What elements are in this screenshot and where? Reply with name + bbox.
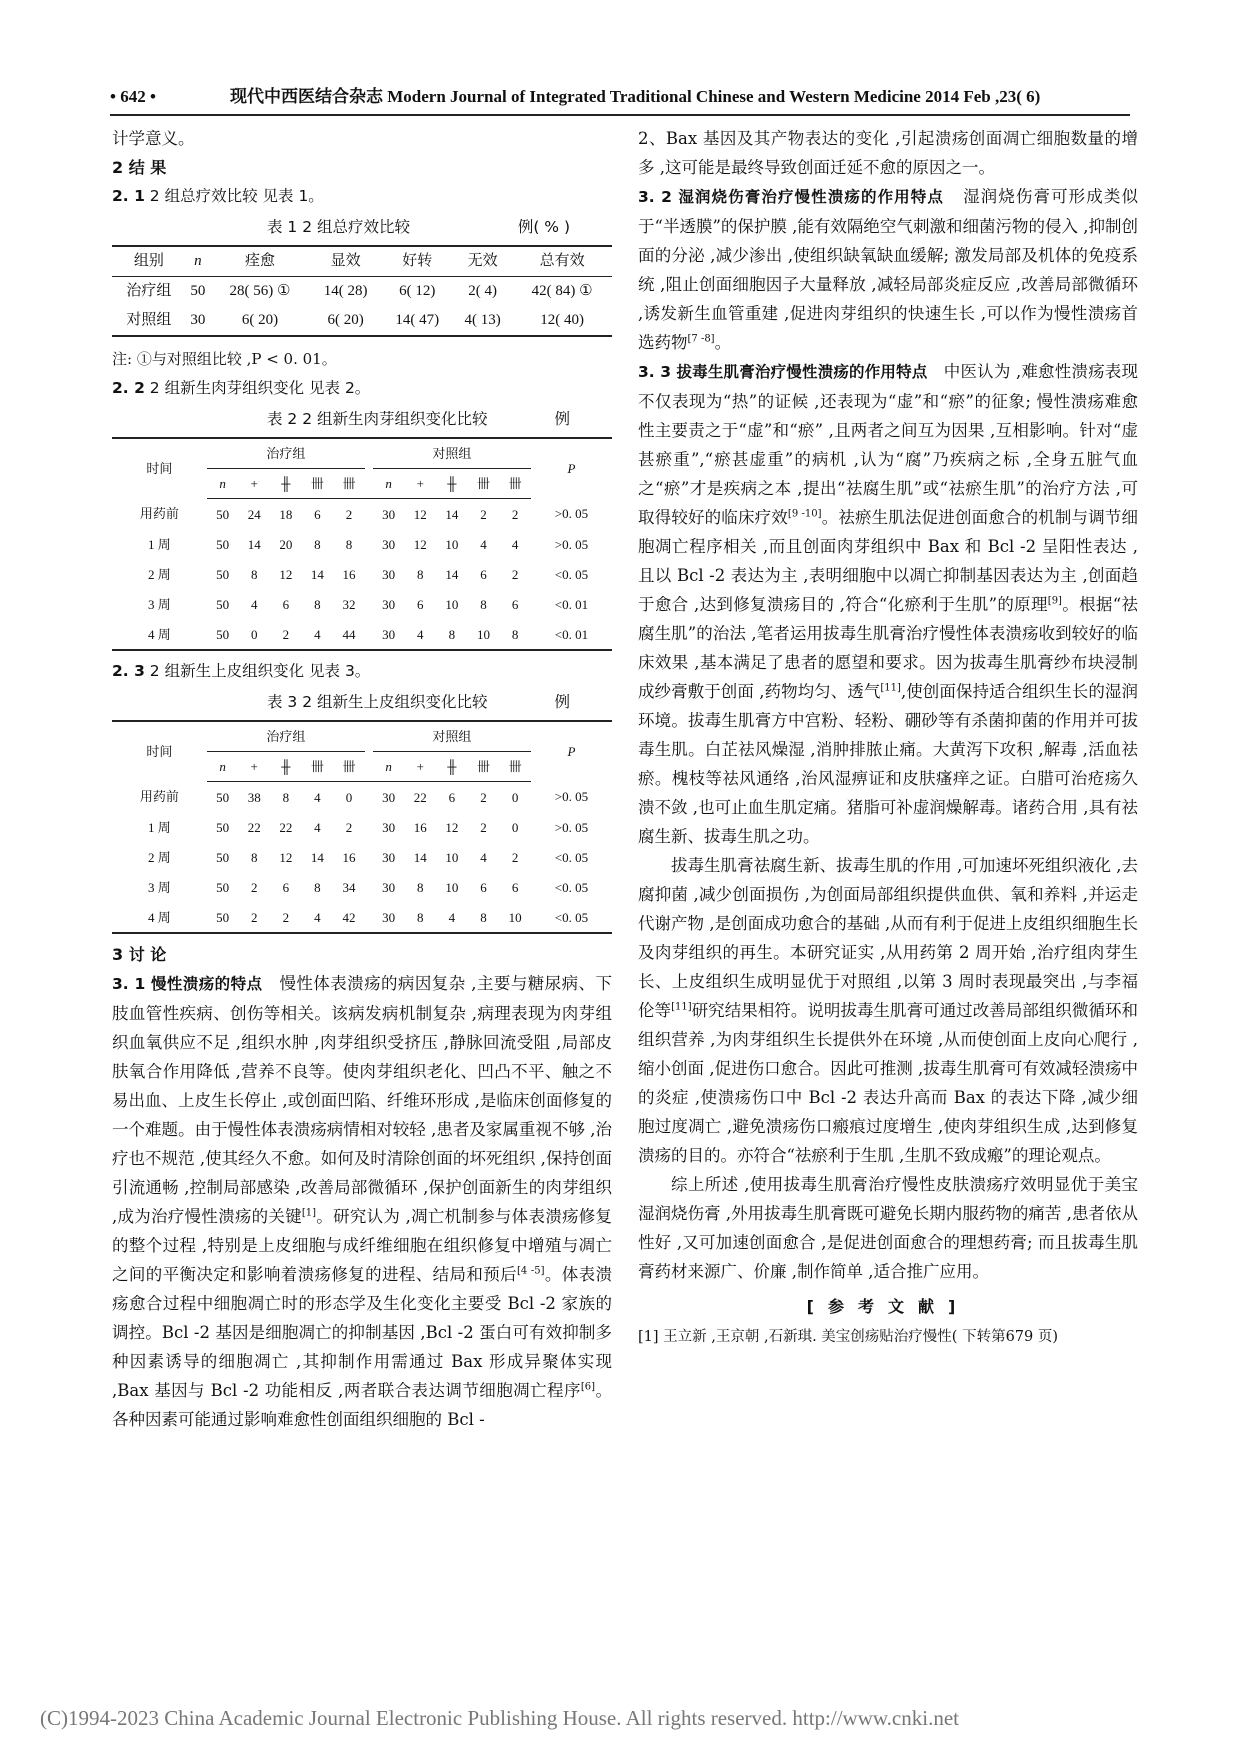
column-spacer (365, 752, 373, 782)
section-3-3-paragraph (638, 357, 1138, 851)
grade-column-header: 卌 (499, 752, 531, 782)
table-cell: 12 (413, 536, 427, 552)
treatment-group-header: 治疗组 (207, 438, 365, 469)
table-cell: 6 (511, 879, 519, 895)
table-row (112, 559, 612, 589)
table-cell: 用药前 (139, 506, 179, 522)
column-spacer (365, 842, 373, 872)
section-title: 拔毒生肌膏治疗慢性溃疡的作用特点 (676, 363, 928, 381)
table-cell: 30 (382, 596, 396, 612)
table-cell: 50 (216, 566, 230, 582)
table-cell: 32 (342, 596, 356, 612)
time-header: 时间 (112, 721, 207, 782)
table-cell: 24 (247, 506, 261, 522)
table-cell: 0 (511, 789, 519, 805)
table-cell: 50 (216, 789, 230, 805)
table3-title: 表 3 2 组新生上皮组织变化比较 (267, 693, 488, 711)
table-cell: 对照组 (112, 306, 186, 336)
table-cell: 50 (216, 506, 230, 522)
grade-column-header: + (238, 469, 270, 499)
table-cell: 30 (382, 849, 396, 865)
column-spacer (365, 782, 373, 813)
citation: [11] (880, 682, 901, 694)
table-cell: 22 (279, 819, 293, 835)
table-cell: 16 (342, 566, 356, 582)
section-number: 2. 3 (112, 662, 145, 680)
grade-column-header: + (404, 752, 436, 782)
table-cell: 0 (238, 619, 270, 650)
table-cell: 6 (448, 789, 456, 805)
citation: [9] (1047, 595, 1062, 607)
section-number: 2. 1 (112, 187, 145, 205)
table1-column-header: 总有效 (512, 246, 612, 277)
grade-column-header: 卌 (468, 752, 500, 782)
table-cell: 30 (382, 789, 396, 805)
table-cell: 50 (207, 902, 239, 933)
table-cell: 30 (382, 506, 396, 522)
copyright-footer: (C)1994-2023 China Academic Journal Electronic Publishing House. All rights reserved. http://www.cnki.net (40, 1706, 959, 1730)
paragraph-text: 。根据“祛腐生肌”的治法 ,笔者运用拔毒生肌膏治疗慢性体表溃疡收到较好的临床效果 ,基本满足了患者的愿望和要求。因为拔毒生肌膏纱布块浸制成纱膏敷于创面 ,药物均匀、透气 (638, 595, 1138, 701)
table-cell: 4( 13) (453, 306, 512, 336)
table-cell: 12 (445, 819, 459, 835)
section-title: 慢性溃疡的特点 (150, 975, 263, 993)
table1-column-header: n (186, 246, 211, 277)
table-row (112, 529, 612, 559)
table-cell: 50 (216, 536, 230, 552)
table-cell: 2 周 (148, 849, 171, 865)
table-cell: <0. 01 (531, 619, 612, 650)
table-cell: 用药前 (139, 789, 179, 805)
grade-column-header: ╫ (270, 752, 302, 782)
section-3-2-paragraph (638, 182, 1138, 357)
running-header (110, 82, 1130, 107)
table3-unit: 例 (554, 693, 570, 711)
control-group-header: 对照组 (373, 721, 531, 752)
paragraph-text: 湿润烧伤膏可形成类似于“半透膜”的保护膜 ,能有效隔绝空气刺激和细菌污物的侵入 ,抑制创面的分泌 ,减少渗出 ,使组织缺氧缺血缓解; 激发局部及机体的免疫系统 ,阻止创面细胞因子大量释放 ,减轻局部炎症反应 ,改善局部微循环 ,诱发新生血管重建 ,促进肉芽组织的快速生长 ,可以作为慢性溃疡首选药物 (638, 187, 1139, 352)
table-cell: 12 (413, 506, 427, 522)
table1-unit: 例( % ) (517, 218, 570, 236)
table-cell: 28( 56) ① (229, 283, 291, 299)
intro-line: 计学意义。 (112, 129, 195, 148)
table-cell: 6( 20) (310, 306, 382, 336)
table-cell: 8 (480, 596, 487, 612)
table-cell: 30 (382, 536, 396, 552)
continued-paragraph: 2、Bax 基因及其产物表达的变化 ,引起溃疡创面凋亡细胞数量的增多 ,这可能是最终导致创面迁延不愈的原因之一。 (638, 129, 1138, 177)
table-cell: 4 (302, 902, 334, 933)
table-cell: <0. 05 (554, 849, 589, 865)
section-number: 3. 3 (638, 363, 672, 381)
table-cell: 10 (445, 536, 459, 552)
section-results-heading: 2 结 果 (112, 158, 167, 177)
table-cell: 治疗组 (126, 283, 172, 299)
table-cell: 14 (445, 506, 459, 522)
table-cell: 14 (310, 566, 324, 582)
column-spacer (365, 872, 373, 902)
table-cell: >0. 05 (554, 506, 589, 522)
table3 (112, 720, 612, 934)
journal-title: 现代中西医结合杂志 Modern Journal of Integrated Traditional Chinese and Western Medicine 2014 Feb ,23( 6) (230, 87, 1041, 106)
column-spacer (365, 619, 373, 650)
table-cell: 2 (511, 506, 519, 522)
table-cell: 2 (270, 619, 302, 650)
table-cell: 0 (345, 789, 353, 805)
table-cell: 50 (190, 283, 206, 299)
section-title: 湿润烧伤膏治疗慢性溃疡的作用特点 (678, 188, 944, 206)
table-cell: 12 (279, 566, 293, 582)
grade-column-header: + (238, 752, 270, 782)
table-cell: 50 (216, 819, 230, 835)
table-cell: >0. 05 (554, 789, 589, 805)
table-cell: 34 (342, 879, 356, 895)
table-cell: 4 (314, 819, 321, 835)
grade-column-header: ╫ (436, 469, 468, 499)
table1-column-header: 好转 (381, 246, 453, 277)
table-cell: 2( 4) (468, 283, 497, 299)
column-spacer (365, 812, 373, 842)
table-cell: 8 (314, 596, 321, 612)
table-cell: 2 (345, 819, 353, 835)
table-cell: 1 周 (148, 819, 171, 835)
table-cell: 20 (279, 536, 293, 552)
table-cell: 4 (250, 596, 258, 612)
table-cell: 4 (314, 789, 321, 805)
table-row (112, 902, 612, 933)
table-cell: 30 (186, 306, 211, 336)
table-cell: 42 (333, 902, 365, 933)
table-cell: 6( 12) (399, 283, 436, 299)
table-cell: 4 (511, 536, 519, 552)
table-cell: 14( 28) (323, 283, 368, 299)
paragraph-text: 研究结果相符。说明拔毒生肌膏可通过改善局部组织微循环和组织营养 ,为肉芽组织生长提供外在环境 ,从而使创面上皮向心爬行 ,缩小创面 ,促进伤口愈合。因此可推测 ,拔毒生肌膏可有效减轻溃疡中的炎症 ,使溃疡伤口中 Bcl -2 表达升高而 Bax 的表达下降 ,减少细胞过度凋亡 ,避免溃疡伤口瘢痕过度增生 ,使肉芽组织生成 ,达到修复溃疡的目的。亦符合“祛瘀利于生肌 ,生肌不致成瘢”的理论观点。 (638, 1001, 1139, 1165)
table-row (112, 277, 612, 307)
table-cell: 8 (314, 879, 321, 895)
table2-unit: 例 (554, 410, 570, 428)
table-row (112, 306, 612, 336)
right-column (638, 124, 1138, 1352)
table-cell: 50 (216, 596, 230, 612)
table-cell: 6 (282, 596, 290, 612)
table-cell: >0. 05 (554, 819, 589, 835)
table-cell: 8 (282, 789, 290, 805)
conclusion-paragraph: 综上所述 ,使用拔毒生肌膏治疗慢性皮肤溃疡疗效明显优于美宝湿润烧伤膏 ,外用拔毒生肌膏既可避免长期内服药物的痛苦 ,患者依从性好 ,又可加速创面愈合 ,是促进创面愈合的理想药膏; 而且拔毒生肌膏药材来源广、价廉 ,制作简单 ,适合推广应用。 (638, 1175, 1138, 1281)
grade-column-header: 卌 (468, 469, 500, 499)
table-cell: 18 (279, 506, 293, 522)
citation: [6] (580, 1381, 596, 1393)
citation: [1] (301, 1207, 317, 1219)
section-2-2-heading (112, 374, 612, 403)
table-cell: 4 (404, 619, 436, 650)
table-cell: 8 (499, 619, 531, 650)
grade-column-header: 卌 (333, 469, 365, 499)
table-cell: 16 (342, 849, 356, 865)
table-cell: 16 (413, 819, 427, 835)
paragraph-text: 。各种因素可能通过影响难愈性创面组织细胞的 Bcl - (112, 1381, 612, 1429)
table-cell: 50 (207, 619, 239, 650)
table-cell: 22 (413, 789, 427, 805)
table-cell: 8 (417, 879, 424, 895)
table-cell: 6 (480, 566, 487, 582)
table-cell: >0. 05 (554, 536, 589, 552)
table-cell: 14 (413, 849, 427, 865)
table-cell: 2 周 (148, 566, 171, 582)
discussion-paragraph-2 (638, 851, 1138, 1170)
table-row (112, 782, 612, 813)
table-cell: 8 (345, 536, 353, 552)
table-cell: <0. 01 (554, 596, 589, 612)
table-cell: 2 (480, 506, 487, 522)
table1-column-header: 痊愈 (210, 246, 310, 277)
table-cell: 10 (499, 902, 531, 933)
table3-caption (112, 688, 612, 716)
table-cell: 8 (468, 902, 500, 933)
section-number: 2. 2 (112, 379, 145, 397)
table-cell: 14 (310, 849, 324, 865)
section-number: 3. 1 (112, 975, 146, 993)
table-cell: 30 (373, 902, 405, 933)
table-cell: 2 (511, 849, 519, 865)
grade-column-header: 卌 (302, 469, 334, 499)
paragraph-text: 慢性体表溃疡的病因复杂 ,主要与糖尿病、下肢血管性疾病、创伤等相关。该病发病机制复杂 ,病理表现为肉芽组织血氧供应不足 ,组织水肿 ,肉芽组织受挤压 ,静脉回流受阻 ,局部皮肤氧合作用降低 ,营养不良等。使肉芽组织老化、凹凸不平、触之不易出血、上皮生长停止 ,或创面凹陷、纤维环形成 ,是临床创面修复的一个难题。由于慢性体表溃疡病情相对较轻 ,患者及家属重视不够 ,治疗也不规范 ,使其经久不愈。如何及时清除创面的坏死组织 ,保持创面引流通畅 ,控制局部感染 ,改善局部微循环 ,保护创面新生的肉芽组织 ,成为治疗慢性溃疡的关键 (112, 974, 612, 1226)
table-cell: 10 (445, 596, 459, 612)
paragraph-text: 。研究认为 ,凋亡机制参与体表溃疡修复的整个过程 ,特别是上皮细胞与成纤维细胞在组织修复中增殖与凋亡之间的平衡决定和影响着溃疡修复的进程、结局和预后 (112, 1207, 612, 1284)
page-number: • 642 • (110, 87, 156, 106)
citation: [7 -8] (687, 333, 715, 345)
table2 (112, 437, 612, 651)
reference-item: [1] 王立新 ,王京朝 ,石新琪. 美宝创疡贴治疗慢性( 下转第679 页) (638, 1329, 1059, 1345)
paragraph-text: 。 (714, 333, 732, 352)
time-header: 时间 (112, 438, 207, 499)
table-cell: 2 (250, 879, 258, 895)
section-number: 3. 2 (638, 188, 672, 206)
table-cell: 4 周 (112, 902, 207, 933)
table-cell: 1 周 (148, 536, 171, 552)
section-2-3-heading (112, 657, 612, 686)
table1-column-header: 组别 (112, 246, 186, 277)
grade-column-header: 卌 (333, 752, 365, 782)
table-cell: 6( 20) (210, 306, 310, 336)
table-cell: 8 (436, 619, 468, 650)
table-cell: 38 (247, 789, 261, 805)
left-column (112, 124, 612, 1434)
table1-column-header: 无效 (453, 246, 512, 277)
table2-caption (112, 405, 612, 433)
paragraph-text: 。体表溃疡愈合过程中细胞凋亡时的形态学及生化变化主要受 Bcl -2 家族的调控。Bcl -2 基因是细胞凋亡的抑制基因 ,Bcl -2 蛋白可有效抑制多种因素诱导的细胞凋亡 ,其抑制作用需通过 Bax 形成异聚体实现 ,Bax 基因与 Bcl -2 功能相反 ,两者联合表达调节细胞凋亡程序 (112, 1265, 613, 1400)
table-cell: 22 (247, 819, 261, 835)
table-cell: 30 (373, 619, 405, 650)
grade-column-header: n (373, 469, 405, 499)
table-cell: 30 (382, 819, 396, 835)
table-cell: 6 (417, 596, 424, 612)
section-3-1-paragraph (112, 969, 612, 1434)
table-cell: 4 (436, 902, 468, 933)
table-cell: 12( 40) (512, 306, 612, 336)
table-cell: 6 (314, 506, 321, 522)
table-cell: 44 (333, 619, 365, 650)
table-cell: <0. 05 (554, 879, 589, 895)
column-spacer (365, 469, 373, 499)
table-cell: 4 (480, 536, 487, 552)
section-text: 2 组新生上皮组织变化 见表 3。 (149, 662, 371, 680)
grade-column-header: 卌 (302, 752, 334, 782)
table-cell: 8 (250, 849, 258, 865)
table-cell: 3 周 (148, 596, 171, 612)
table-row (112, 842, 612, 872)
table1-caption (112, 213, 612, 241)
grade-column-header: n (207, 752, 239, 782)
table-cell: 8 (314, 536, 321, 552)
grade-column-header: ╫ (436, 752, 468, 782)
table-cell: 4 (302, 619, 334, 650)
grade-column-header: n (207, 469, 239, 499)
table-row (112, 872, 612, 902)
column-spacer (365, 499, 373, 530)
table-cell: 30 (382, 566, 396, 582)
table-cell: 14 (445, 566, 459, 582)
paragraph-text: 中医认为 ,难愈性溃疡表现不仅表现为“热”的证候 ,还表现为“虚”和“瘀”的征象; 慢性溃疡难愈性主要责之于“虚”和“瘀” ,且两者之间互为因果 ,互相影响。针对“虚甚瘀重”,“瘀甚虚重”的病机 ,认为“腐”乃疾病之标 ,全身五脏气血之“瘀”才是疾病之本 ,提出“祛腐生肌”或“祛瘀生肌”的治疗方法 ,可取得较好的临床疗效 (638, 362, 1138, 527)
column-spacer (365, 589, 373, 619)
grade-column-header: n (373, 752, 405, 782)
table-cell: 30 (382, 879, 396, 895)
table-cell: 2 (480, 819, 487, 835)
table1 (112, 245, 612, 337)
table-cell: 50 (216, 849, 230, 865)
table-cell: 42( 84) ① (531, 283, 593, 299)
section-2-1-heading (112, 182, 612, 211)
citation: [9 -10] (787, 508, 822, 520)
table2-title: 表 2 2 组新生肉芽组织变化比较 (267, 410, 488, 428)
table-cell: 8 (250, 566, 258, 582)
table-cell: 2 (270, 902, 302, 933)
table-cell: <0. 05 (531, 902, 612, 933)
grade-column-header: 卌 (499, 469, 531, 499)
table-cell: 2 (345, 506, 353, 522)
citation: [4 -5] (517, 1265, 545, 1277)
table1-note: 注: ①与对照组比较 ,P < 0. 01。 (112, 350, 337, 368)
table-cell: 12 (279, 849, 293, 865)
table-cell: 3 周 (148, 879, 171, 895)
table-cell: 14 (247, 536, 261, 552)
p-header: P (531, 438, 612, 499)
section-discussion-heading: 3 讨 论 (112, 945, 167, 964)
table-cell: 2 (238, 902, 270, 933)
column-spacer (365, 529, 373, 559)
table-cell: <0. 05 (554, 566, 589, 582)
paragraph-text: ,使创面保持适合组织生长的湿润环境。拔毒生肌膏方中宫粉、轻粉、硼砂等有杀菌抑菌的作用并可拔毒生肌。白芷祛风燥湿 ,消肿排脓止痛。大黄泻下攻积 ,解毒 ,活血祛瘀。槐枝等祛风通络 ,治风湿痹证和皮肤瘙痒之证。白腊可治疮疡久溃不敛 ,也可止血生肌定痛。猪脂可补虚润燥解毒。诸药合用 ,具有祛腐生新、拔毒生肌之功。 (638, 682, 1138, 846)
table-cell: 8 (404, 902, 436, 933)
grade-column-header: + (404, 469, 436, 499)
table-cell: 6 (511, 596, 519, 612)
table-cell: 10 (445, 849, 459, 865)
section-text: 2 组新生肉芽组织变化 见表 2。 (149, 379, 371, 397)
table-row (112, 812, 612, 842)
table-cell: 0 (511, 819, 519, 835)
table-cell: 14( 47) (381, 306, 453, 336)
paragraph-text: 拔毒生肌膏祛腐生新、拔毒生肌的作用 ,可加速坏死组织液化 ,去腐抑菌 ,减少创面损伤 ,为创面局部组织提供血供、氧和养料 ,并运走代谢产物 ,是创面成功愈合的基础 ,从而有利于促进上皮组织细胞生长及肉芽组织的再生。本研究证实 ,从用药第 2 周开始 ,治疗组肉芽生长、上皮组织生成明显优于对照组 ,以第 3 周时表现最突出 ,与李福伦等 (638, 856, 1138, 1020)
table-cell: 8 (417, 566, 424, 582)
table-row (112, 619, 612, 650)
table-row (112, 499, 612, 530)
control-group-header: 对照组 (373, 438, 531, 469)
p-header: P (531, 721, 612, 782)
table-cell: 2 (480, 789, 487, 805)
table-cell: 10 (445, 879, 459, 895)
treatment-group-header: 治疗组 (207, 721, 365, 752)
table-cell: 6 (282, 879, 290, 895)
table-cell: 4 (480, 849, 487, 865)
section-text: 2 组总疗效比较 见表 1。 (149, 187, 324, 205)
column-spacer (365, 902, 373, 933)
paragraph-text: 。祛瘀生肌法促进创面愈合的机制与调节细胞凋亡程序相关 ,而且创面肉芽组织中 Bax 和 Bcl -2 呈阳性表达 ,且以 Bcl -2 表达为主 ,表明细胞中以凋亡抑制基因表达为主 ,创面趋于愈合 ,达到修复溃疡目的 ,符合“化瘀利于生肌”的原理 (638, 508, 1139, 614)
column-spacer (365, 559, 373, 589)
table-cell: 10 (468, 619, 500, 650)
table1-column-header: 显效 (310, 246, 382, 277)
header-rule (110, 114, 1130, 116)
table-cell: 6 (480, 879, 487, 895)
table1-title: 表 1 2 组总疗效比较 (267, 218, 411, 236)
table-cell: 2 (511, 566, 519, 582)
grade-column-header: ╫ (270, 469, 302, 499)
references-heading: [参考文献] (806, 1297, 970, 1316)
table-cell: 50 (216, 879, 230, 895)
table-row (112, 589, 612, 619)
table-cell: 4 周 (112, 619, 207, 650)
citation: [11] (671, 1001, 692, 1013)
